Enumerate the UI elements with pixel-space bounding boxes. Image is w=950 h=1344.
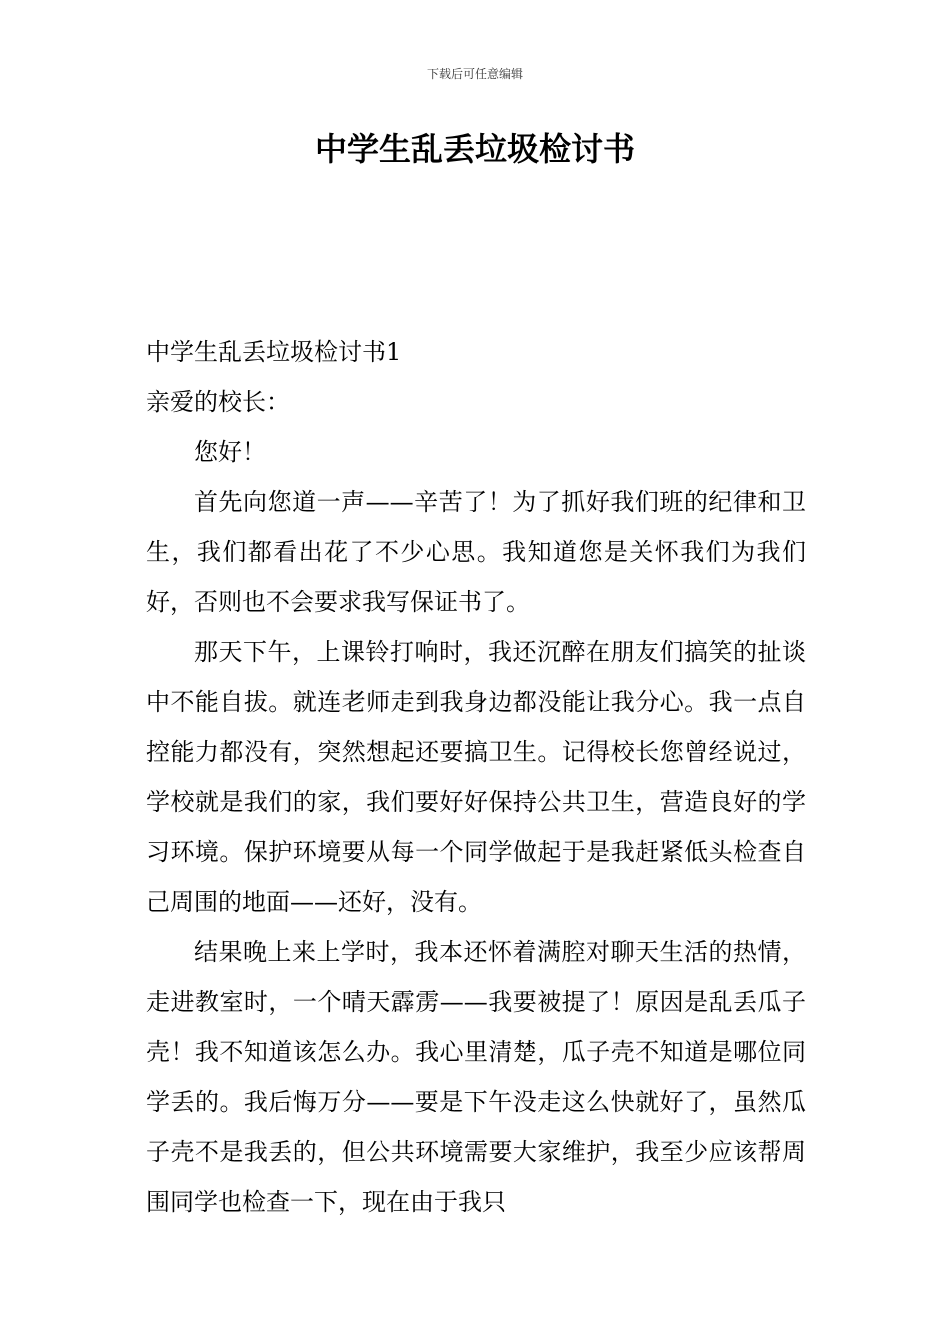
paragraph: 首先向您道一声——辛苦了！为了抓好我们班的纪律和卫生，我们都看出花了不少心思。我知道您是关怀我们为我们好，否则也不会要求我写保证书了。 xyxy=(146,488,806,616)
document-body xyxy=(146,327,806,1227)
document-title: 中学生乱丢垃圾检讨书 xyxy=(314,130,635,168)
salutation: 亲爱的校长： xyxy=(146,388,290,416)
greeting: 您好！ xyxy=(194,438,266,466)
paragraph: 那天下午，上课铃打响时，我还沉醉在朋友们搞笑的扯谈中不能自拔。就连老师走到我身边都没能让我分心。我一点自控能力都没有，突然想起还要搞卫生。记得校长您曾经说过，学校就是我们的家，我们要好好保持公共卫生，营造良好的学习环境。保护环境要从每一个同学做起于是我赶紧低头检查自己周围的地面——还好，没有。 xyxy=(146,638,806,916)
header-note: 下载后可任意编辑 xyxy=(426,67,523,81)
paragraph: 结果晚上来上学时，我本还怀着满腔对聊天生活的热情，走进教室时，一个晴天霹雳——我要被提了！原因是乱丢瓜子壳！我不知道该怎么办。我心里清楚，瓜子壳不知道是哪位同学丢的。我后悔万分——要是下午没走这么快就好了，虽然瓜子壳不是我丢的，但公共环境需要大家维护，我至少应该帮周围同学也检查一下，现在由于我只 xyxy=(146,938,806,1216)
section-heading: 中学生乱丢垃圾检讨书1 xyxy=(146,338,402,366)
